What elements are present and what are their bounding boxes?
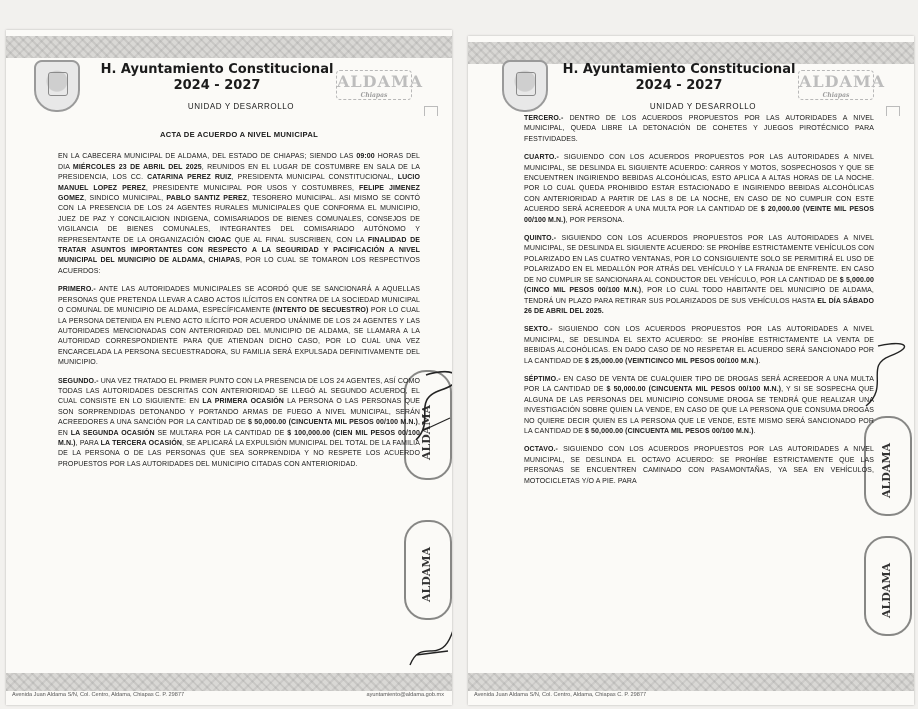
- municipal-seal-icon: [34, 60, 80, 112]
- footer-address: Avenida Juan Aldama S/N, Col. Centro, Aldama, Chiapas C. P. 29877: [474, 692, 647, 698]
- aldama-logo: ALDAMA Chiapas: [799, 72, 886, 99]
- corner-mark: [424, 106, 438, 116]
- page-footer: [12, 691, 444, 703]
- letterhead-title: H. Ayuntamiento Constitucional 2024 - 2027: [562, 62, 796, 93]
- document-page-right: [468, 36, 914, 705]
- official-stamp: ALDAMA: [864, 536, 912, 636]
- agreement-cuarto: CUARTO.- SIGUIENDO CON LOS ACUERDOS PROPUESTOS POR LAS AUTORIDADES A NIVEL MUNICIPAL, SE DESLINDA EL SIGUIENTE ACUERDO: CARROS Y MOTOS, SOSPECHOSOS Y QUE SE ENCUENTREN INGIRIENDO BEBIDAS ALCOHÓLICAS, ESTO APLICA A ALTAS HORAS DE LA NOCHE. POR LO CUAL QUEDA PROHIBIDO ESTAR ESTACIONADO E INGIRIENDO BEBIDAS ALCOHÓLICAS CON ANTERIORIDAD A PARTIR DE LAS 8 DE LA NOCHE, EN CASO DE NO CUMPLIR CON ESTE ACUERDO SERÁ ACREEDOR A UNA MULTA POR LA CANTIDAD DE $ 20,000.00 (VEINTE MIL PESOS 00/100 M.N.), POR PERSONA.: [524, 154, 875, 224]
- letterhead-subtitle: UNIDAD Y DESARROLLO: [187, 102, 295, 111]
- signature-mark: [402, 615, 452, 675]
- official-stamp: ALDAMA: [404, 370, 452, 480]
- footer-pattern-band: [6, 673, 452, 691]
- official-stamp: ALDAMA: [404, 520, 452, 620]
- document-body-left: [58, 130, 420, 478]
- agreement-tercero: TERCERO.- DENTRO DE LOS ACUERDOS PROPUESTOS POR LAS AUTORIDADES A NIVEL MUNICIPAL, QUEDA LIBRE LA DETONACIÓN DE COHETES Y JUEGOS PIROTÉCNICO PARA FESTIVIDADES.: [524, 115, 874, 143]
- agreement-segundo: SEGUNDO.- UNA VEZ TRATADO EL PRIMER PUNTO CON LA PRESENCIA DE LOS 24 AGENTES, ASÍ COMO TODAS LAS AUTORIDADES DESCRITAS CON ANTERIORIDAD SE LLEGÓ AL SEGUNDO ACUERDO, EL CUAL CONSISTE EN LO SIGUIENTE: EN LA PRIMERA OCASIÓN LA PERSONA O LAS PERSONAS QUE SON SORPRENDIDAS DETONANDO Y PORTANDO ARMAS DE FUEGO A NIVEL MUNICIPAL, SERÁN ACREEDORES A UNA SANCIÓN POR LA CANTIDAD DE $ 50,000.00 (CINCUENTA MIL PESOS 00/100 M.N.), EN LA SEGUNDA OCASIÓN SE MULTARA POR LA CANTIDAD DE $ 100,000.00 (CIEN MIL PESOS 00/100 M.N.), PARA LA TERCERA OCASIÓN, SE APLICARÁ LA EXPULSIÓN MUNICIPAL DEL TOTAL DE LA FAMILIA DE LA PERSONA O DE LAS PERSONAS QUE SEA SORPRENDIDA Y NO RESPETE LOS ACUERDO PROPUESTOS POR LAS AUTORIDADES DEL MUNICIPIO CITADAS CON ANTERIORIDAD.: [58, 377, 420, 468]
- agreement-primero: PRIMERO.- ANTE LAS AUTORIDADES MUNICIPALES SE ACORDÓ QUE SE SANCIONARÁ A AQUELLAS PERSONAS QUE PRETENDA LLEVAR A CABO ACTOS ILÍCITOS EN CONTRA DE LA SOCIEDAD MUNICIPAL O COMUNAL DE MUNICIPIO DE ALDAMA, ESPECÍFICAMENTE (INTENTO DE SECUESTRO) POR LO CUAL LA PERSONA DETENIDA EN PLENO ACTO ILÍCITO POR ACUERDO UNÁNIME DE LOS 24 AGENTES Y LAS AUTORIDADES MENCIONADAS CON ANTERIORIDAD DEL MUNICIPIO DE ALDAMA, SE LLAMARA A LA AUTORIDAD CORRESPONDIENTE PARA QUE ATIENDAN DICHO CASO, POR LO CUAL UNA VEZ ENCARCELADA LA PERSONA SECUESTRADORA, SU FAMILIA SERÁ EXPULSADA DEFINITIVAMENTE DEL MUNICIPIO.: [58, 286, 420, 367]
- document-page-left: [6, 30, 452, 705]
- page-footer: [474, 691, 906, 703]
- document-title: ACTA DE ACUERDO A NIVEL MUNICIPAL: [159, 130, 319, 139]
- document-body-right: [524, 114, 874, 495]
- letterhead-subtitle: UNIDAD Y DESARROLLO: [649, 102, 757, 111]
- intro-paragraph: EN LA CABECERA MUNICIPAL DE ALDAMA, DEL ESTADO DE CHIAPAS; SIENDO LAS 09:00 HORAS DEL DIA MIÉRCOLES 23 DE ABRIL DEL 2025, REUNIDOS EN EL LUGAR DE COSTUMBRE EN SALA DE LA PRESIDENCIA, LOS CC. CATARINA PEREZ RUIZ, PRESIDENTA MUNICIPAL CONSTITUCIONAL, LUCIO MANUEL LOPEZ PEREZ, PRESIDENTE MUNICIPAL POR USOS Y COSTUMBRES, FELIPE JIMENEZ GOMEZ, SINDICO MUNICIPAL, PABLO SANTIZ PEREZ, TESORERO MUNICIPAL. ASI MISMO SE CONTÓ CON LA PRESENCIA DE LOS 24 AGENTES RURALES MUNICIPALES QUE CONFORMA EL MUNICIPIO, JUEZ DE PAZ Y CONCILAICION INDIGENA, COMISARIADOS DE BIENES COMUNALES, CONSEJOS DE VIGILANCIA DE BIENES COMUNALES, INTEGRANTES DEL COMISARIADO AUTÓNOMO Y REPRESENTANTE DE LA ORGANIZACIÓN CIOAC QUE AL FINAL SUSCRIBEN, CON LA FINALIDAD DE TRATAR ASUNTOS IMPORTANTES CON RESPECTO A LA SEGURIDAD Y PACIFICACIÓN A NIVEL MUNICIPAL DEL MUNICIPIO DE ALDAMA, CHIAPAS, POR LO CUAL SE TOMARON LOS RESPECTIVOS ACUERDOS:: [58, 153, 421, 275]
- signature-mark: [406, 360, 452, 450]
- signature-mark: [860, 336, 910, 416]
- agreement-octavo: OCTAVO.- SIGUIENDO CON LOS ACUERDOS PROPUESTOS POR LAS AUTORIDADES A NIVEL MUNICIPAL, SE DESLINDA EL OCTAVO ACUERDO: SE PROHÍBE ESTRICTAMENTE QUE LAS PERSONAS SE ENCUENTREN CAMINADO CON PASAMONTAÑAS, YA SEA EN VEHÍCULOS, MOTOCICLETAS Y/O A PIE. PARA: [524, 446, 874, 485]
- header-pattern-band: [6, 36, 452, 58]
- agreement-quinto: QUINTO.- SIGUIENDO CON LOS ACUERDOS PROPUESTOS POR LAS AUTORIDADES A NIVEL MUNICIPAL, SE DESLINDA EL SIGUIENTE ACUERDO: SE PROHÍBE ESTRICTAMENTE VEHÍCULOS CON POLARIZADO EN LAS CUATRO VENTANAS, POR LO CONSIGUIENTE SOLO SE PERMITIRÁ EL USO DE POLARIZADO EN EL MEDALLÓN POR ATRÁS DEL VEHÍCULO Y LA FRANJA DE ENFRENTE. EN CASO DE NO CUMPLIR SE SANCIONARA AL CONDUCTOR DEL VEHÍCULO, POR LA CANTIDAD DE $ 5,000.00 (CINCO MIL PESOS 00/100 M.N.), POR LO CUAL TODO HABITANTE DEL MUNICIPIO DE ALDAMA, TENDRÁ UN PLAZO PARA RETIRAR SUS POLARIZADOS DE SUS VEHÍCULOS HASTA EL DÍA SÁBADO 26 DE ABRIL DEL 2025.: [524, 235, 874, 315]
- letterhead: [6, 58, 452, 128]
- municipal-seal-icon: [502, 60, 548, 112]
- footer-pattern-band: [468, 673, 914, 691]
- footer-email[interactable]: ayuntamiento@aldama.gob.mx: [366, 692, 444, 698]
- aldama-logo: ALDAMA Chiapas: [337, 72, 424, 99]
- official-stamp: ALDAMA: [864, 416, 912, 516]
- letterhead-title: H. Ayuntamiento Constitucional 2024 - 2027: [100, 62, 334, 93]
- agreement-septimo: SÉPTIMO.- EN CASO DE VENTA DE CUALQUIER TIPO DE DROGAS SERÁ ACREEDOR A UNA MULTA POR LA CANTIDAD DE $ 50,000.00 (CINCUENTA MIL PESOS 00/100 M.N.), Y SI SE SOSPECHA QUE ALGUNA DE LAS PERSONAS DEL MUNICIPIO CONSUME DROGA SE TENDRÁ QUE REALIZAR UNA INVESTIGACIÓN SOBRE QUIEN LA VENDE, EN CASO DE QUE LA PERSONA QUE CONSUMA DROGAS NO QUIERE DECIR QUIEN ES LA PERSONA QUE LE VENDE, ESTE MISMO SERÁ SANCIONADO POR LA CANTIDAD DE $ 50,000.00 (CINCUENTA MIL PESOS 00/100 M.N.).: [524, 375, 874, 435]
- corner-mark: [886, 106, 900, 116]
- footer-address: Avenida Juan Aldama S/N, Col. Centro, Aldama, Chiapas C. P. 29877: [12, 692, 185, 698]
- agreement-sexto: SEXTO.- SIGUIENDO CON LOS ACUERDOS PROPUESTOS POR LAS AUTORIDADES A NIVEL MUNICIPAL, SE DESLINDA EL SEXTO ACUERDO: SE PROHÍBE ESTRICTAMENTE LA VENTA DE BEBIDAS ALCOHÓLICAS. EN DADO CASO DE NO RESPETAR EL ACUERDO SERÁ SANCIONADO POR LA CANTIDAD DE $ 25,000.00 (VEINTICINCO MIL PESOS 00/100 M.N.).: [524, 326, 874, 365]
